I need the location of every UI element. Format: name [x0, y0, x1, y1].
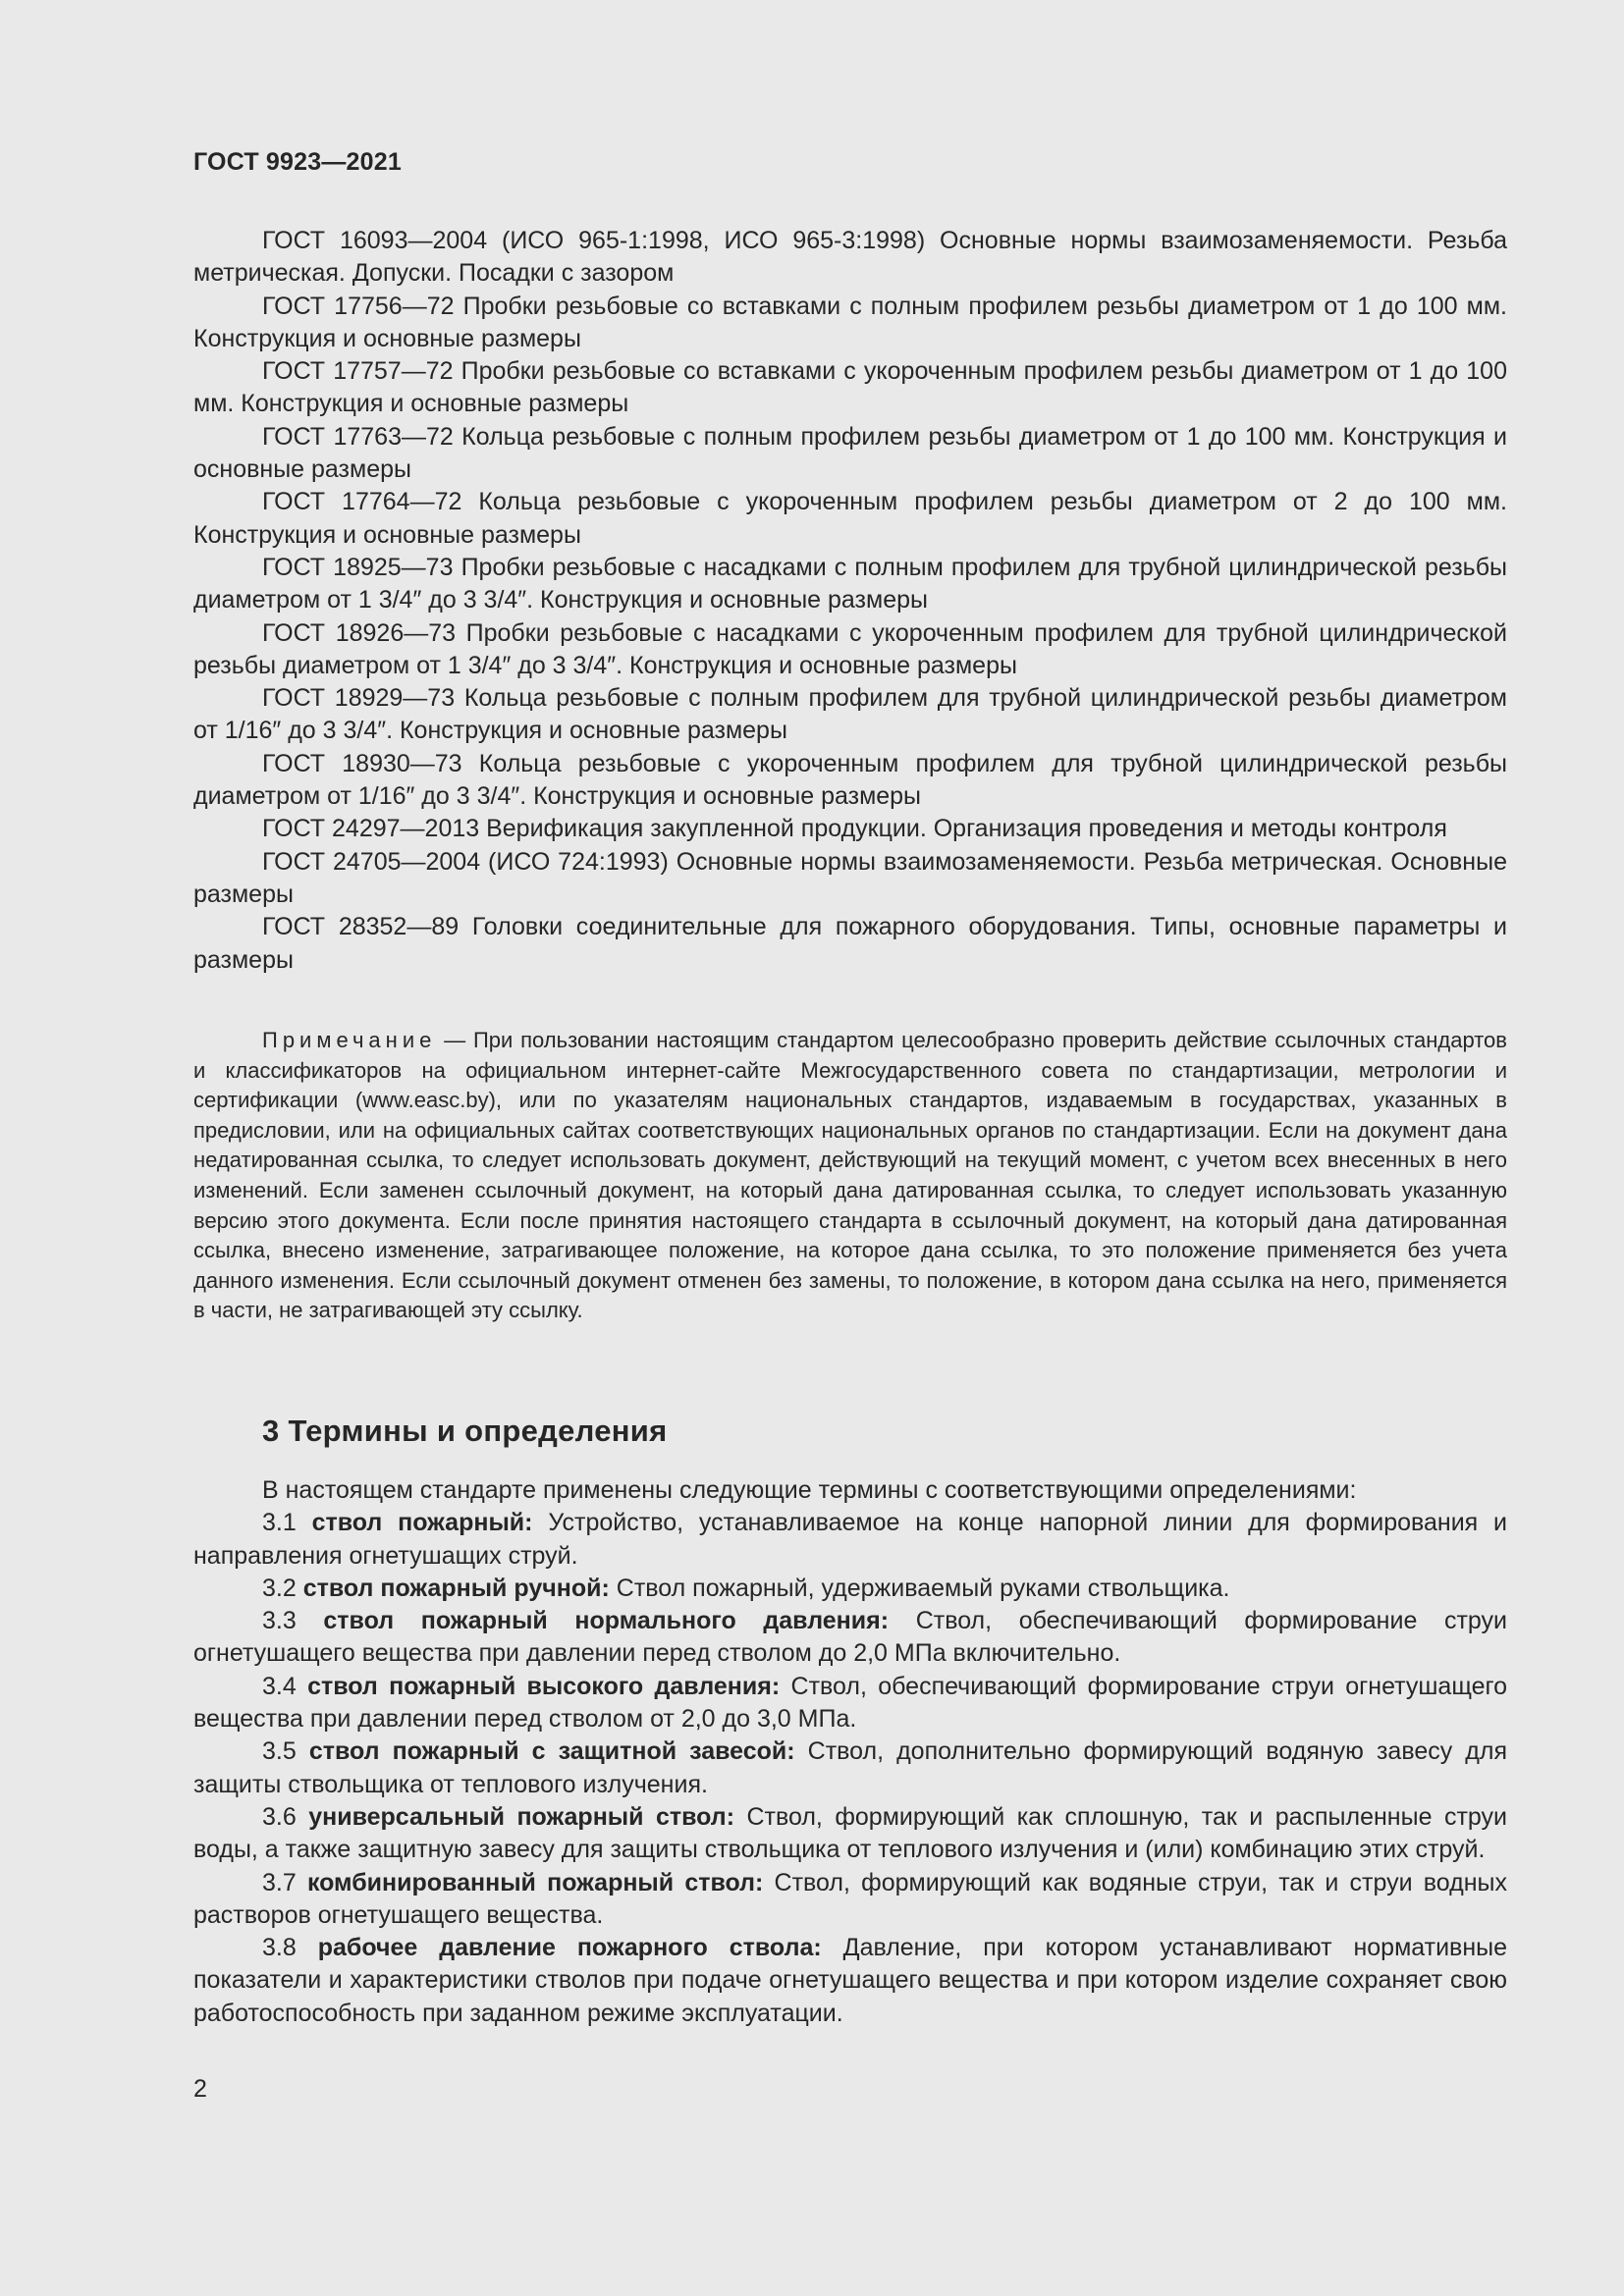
term-number: 3.5	[262, 1737, 309, 1766]
terms-list	[193, 1474, 1507, 2030]
reference-item: ГОСТ 18930—73 Кольца резьбовые с укороченным профилем для трубной цилиндрической резьбы диаметром от 1/16″ до 3 3/4″. Конструкция и основные размеры	[193, 749, 1507, 811]
term-number: 3.1	[262, 1509, 312, 1537]
term-item	[193, 1573, 1507, 1605]
reference-list	[193, 225, 1507, 977]
note-label: Примечание	[262, 1028, 437, 1052]
term-item	[193, 1605, 1507, 1671]
term-number: 3.3	[262, 1607, 324, 1635]
term-definition: Ствол, обеспечивающий формирование струи огнетушащего вещества при давлении перед стволом до 2,0 МПа включительно.	[193, 1607, 1508, 1668]
term-name: ствол пожарный ручной:	[302, 1574, 610, 1602]
term-item	[193, 1867, 1507, 1933]
term-name: ствол пожарный нормального давления:	[323, 1607, 890, 1635]
reference-item: ГОСТ 24297—2013 Верификация закупленной продукции. Организация проведения и методы контроля	[262, 815, 1447, 843]
term-definition: Ствол пожарный, удерживаемый руками ствольщика.	[609, 1574, 1230, 1602]
reference-item: ГОСТ 17756—72 Пробки резьбовые со вставками с полным профилем резьбы диаметром от 1 до 100 мм. Конструкция и основные размеры	[193, 292, 1507, 352]
page-number: 2	[193, 2075, 207, 2103]
reference-item: ГОСТ 17764—72 Кольца резьбовые с укороченным профилем резьбы диаметром от 2 до 100 мм. Конструкция и основные размеры	[193, 488, 1507, 549]
term-name: комбинированный пожарный ствол:	[306, 1868, 764, 1896]
term-definition: Ствол, формирующий как сплошную, так и распыленные струи воды, а также защитную завесу для защиты ствольщика от теплового излучения и (или) комбинацию этих струй.	[193, 1802, 1507, 1864]
reference-item: ГОСТ 17757—72 Пробки резьбовые со вставками с укороченным профилем резьбы диаметром от 1 до 100 мм. Конструкция и основные размеры	[193, 357, 1507, 418]
term-item	[193, 1507, 1507, 1573]
term-item	[193, 1932, 1507, 2030]
term-item	[193, 1801, 1507, 1867]
terms-intro: В настоящем стандарте применены следующие термины с соответствующими определениями:	[262, 1476, 1357, 1504]
term-number: 3.8	[262, 1934, 318, 1962]
term-definition: Давление, при котором устанавливают нормативные показатели и характеристики стволов при подаче огнетушащего вещества и при котором изделие сохраняет свою работоспособность при заданном режиме эксплуатации.	[193, 1934, 1507, 2027]
term-definition: Устройство, устанавливаемое на конце напорной линии для формирования и направления огнетушащих струй.	[193, 1509, 1507, 1570]
term-number: 3.2	[262, 1574, 303, 1602]
term-definition: Ствол, обеспечивающий формирование струи огнетушащего вещества при давлении перед стволом от 2,0 до 3,0 МПа.	[193, 1672, 1508, 1734]
term-number: 3.4	[262, 1672, 308, 1700]
section-title: 3 Термины и определения	[262, 1414, 668, 1448]
reference-item: ГОСТ 18926—73 Пробки резьбовые с насадками с укороченным профилем для трубной цилиндрической резьбы диаметром от 1 3/4″ до 3 3/4″. Конструкция и основные размеры	[193, 618, 1507, 679]
note-paragraph	[193, 1026, 1507, 1326]
term-name: ствол пожарный высокого давления:	[307, 1672, 781, 1700]
term-item	[193, 1671, 1507, 1736]
term-name: ствол пожарный:	[311, 1509, 533, 1537]
document-header: ГОСТ 9923—2021	[193, 148, 402, 176]
reference-item: ГОСТ 18925—73 Пробки резьбовые с насадками с полным профилем для трубной цилиндрической резьбы диаметром от 1 3/4″ до 3 3/4″. Конструкция и основные размеры	[193, 553, 1507, 614]
reference-item: ГОСТ 24705—2004 (ИСО 724:1993) Основные нормы взаимозаменяемости. Резьба метрическая. Основные размеры	[193, 847, 1507, 908]
note-dash: —	[436, 1028, 473, 1052]
term-definition: Ствол, формирующий как водяные струи, так и струи водных растворов огнетушащего вещества.	[193, 1868, 1507, 1929]
note-text: При пользовании настоящим стандартом целесообразно проверить действие ссылочных стандартов и классификаторов на официальном интернет-сайте Межгосударственного совета по стандартизации, метрологии и сертификации (www.easc.by), или по указателям национальных стандартов, издаваемым в государствах, указанных в предисловии, или на официальных сайтах соответствующих национальных органов по стандартизации. Если на документ дана недатированная ссылка, то следует использовать документ, действующий на текущий момент, с учетом всех внесенных в него изменений. Если заменен ссылочный документ, на который дана датированная ссылка, то следует использовать указанную версию этого документа. Если после принятия настоящего стандарта в ссылочный документ, на который дана датированная ссылка, внесено изменение, затрагивающее положение, на которое дана ссылка, то это положение применяется без учета данного изменения. Если ссылочный документ отменен без замены, то положение, в котором дана ссылка на него, применяется в части, не затрагивающей эту ссылку.	[193, 1028, 1507, 1323]
term-name: ствол пожарный с защитной завесой:	[308, 1737, 795, 1766]
reference-item: ГОСТ 18929—73 Кольца резьбовые с полным профилем для трубной цилиндрической резьбы диаметром от 1/16″ до 3 3/4″. Конструкция и основные размеры	[193, 684, 1507, 745]
term-number: 3.7	[262, 1868, 307, 1896]
term-name: рабочее давление пожарного ствола:	[317, 1934, 822, 1962]
term-item	[193, 1735, 1507, 1801]
reference-item: ГОСТ 17763—72 Кольца резьбовые с полным профилем резьбы диаметром от 1 до 100 мм. Конструкция и основные размеры	[193, 422, 1507, 484]
reference-item: ГОСТ 16093—2004 (ИСО 965-1:1998, ИСО 965-3:1998) Основные нормы взаимозаменяемости. Резьба метрическая. Допуски. Посадки с зазором	[193, 227, 1507, 288]
term-name: универсальный пожарный ствол:	[308, 1802, 735, 1831]
reference-item: ГОСТ 28352—89 Головки соединительные для пожарного оборудования. Типы, основные параметры и размеры	[193, 913, 1507, 974]
term-number: 3.6	[262, 1802, 309, 1831]
term-definition: Ствол, дополнительно формирующий водяную завесу для защиты ствольщика от теплового излучения.	[193, 1737, 1507, 1798]
